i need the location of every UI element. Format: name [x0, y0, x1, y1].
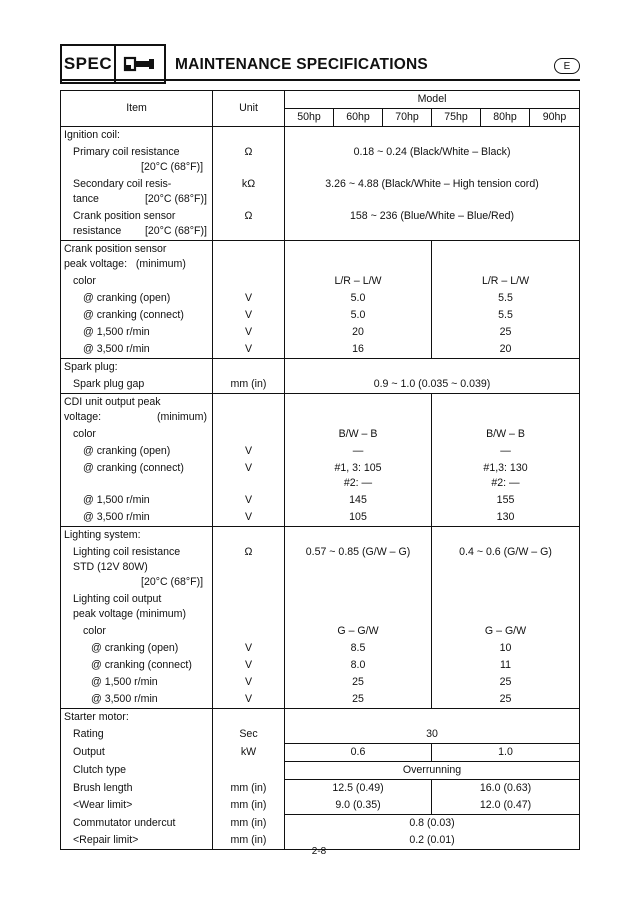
- cdi-connect-b1: #1,3: 130: [483, 462, 528, 474]
- cdi-connect-unit: V: [213, 460, 285, 492]
- primary-cond: [20°C (68°F)]: [141, 161, 204, 173]
- section-lighting: Lighting system:: [61, 527, 213, 545]
- table-row: [61, 623, 580, 640]
- starter-clutch-value: Overrunning: [285, 762, 580, 780]
- model-80hp: 80hp: [481, 109, 530, 127]
- starter-repair-unit: mm (in): [213, 832, 285, 850]
- lighting-row-b: 25: [432, 674, 580, 691]
- cdi-connect-b2: #2: —: [491, 477, 520, 489]
- lighting-row-a: 25: [285, 691, 432, 709]
- starter-rating-value: 30: [285, 726, 580, 744]
- table-row: [61, 815, 580, 833]
- cdi-open-a: —: [285, 443, 432, 460]
- starter-wear-label: <Wear limit>: [61, 797, 213, 815]
- cdi-1500-b: 155: [432, 492, 580, 509]
- secondary-cond: [20°C (68°F)]: [144, 193, 207, 205]
- spark-gap-value: 0.9 ~ 1.0 (0.035 ~ 0.039): [285, 376, 580, 394]
- starter-output-unit: kW: [213, 744, 285, 762]
- col-unit: Unit: [213, 91, 285, 127]
- lighting-row-label: @ 1,500 r/min: [61, 674, 213, 691]
- cps-row-a: 16: [285, 341, 432, 359]
- starter-wear-b: 12.0 (0.47): [432, 797, 580, 815]
- lighting-row-unit: V: [213, 640, 285, 657]
- starter-output-label: Output: [61, 744, 213, 762]
- cdi-connect-a1: #1, 3: 105: [334, 462, 382, 474]
- cps-color-label: color: [61, 273, 213, 290]
- table-row: [61, 176, 580, 208]
- primary-label: Primary coil resistance: [73, 146, 180, 158]
- cdi-3500-b: 130: [432, 509, 580, 527]
- cps-color-a: L/R – L/W: [285, 273, 432, 290]
- starter-wear-a: 9.0 (0.35): [285, 797, 432, 815]
- col-item: Item: [61, 91, 213, 127]
- table-row: [61, 509, 580, 527]
- cps-row-a: 5.0: [285, 290, 432, 307]
- cps-row-a: 5.0: [285, 307, 432, 324]
- table-row: [61, 640, 580, 657]
- table-row: [61, 460, 580, 492]
- table-row: [61, 492, 580, 509]
- cps-row-b: 5.5: [432, 307, 580, 324]
- spark-gap-unit: mm (in): [213, 376, 285, 394]
- table-row: [61, 341, 580, 359]
- table-row: [61, 797, 580, 815]
- cps-row-b: 5.5: [432, 290, 580, 307]
- lighting-row-b: 10: [432, 640, 580, 657]
- section-starter: Starter motor:: [61, 709, 213, 727]
- model-70hp: 70hp: [383, 109, 432, 127]
- table-row: [61, 780, 580, 798]
- table-row: [61, 726, 580, 744]
- cps-row-unit: V: [213, 341, 285, 359]
- cps-row-unit: V: [213, 290, 285, 307]
- secondary-label-cont: tance: [73, 193, 99, 205]
- cps-row-label: @ cranking (open): [61, 290, 213, 307]
- lighting-row-label: @ 3,500 r/min: [61, 691, 213, 709]
- crank-cond: [20°C (68°F)]: [144, 225, 207, 237]
- table-row: [61, 674, 580, 691]
- starter-comm-value: 0.8 (0.03): [285, 815, 580, 833]
- primary-unit: Ω: [213, 144, 285, 176]
- table-row: [61, 376, 580, 394]
- starter-brush-unit: mm (in): [213, 780, 285, 798]
- cps-row-b: 25: [432, 324, 580, 341]
- col-model: Model: [285, 91, 580, 109]
- cps-row-label: @ 1,500 r/min: [61, 324, 213, 341]
- table-row: [61, 426, 580, 443]
- starter-brush-a: 12.5 (0.49): [285, 780, 432, 798]
- lighting-res-unit: Ω: [213, 544, 285, 591]
- table-row: [61, 544, 580, 591]
- table-row: [61, 709, 580, 727]
- starter-comm-unit: mm (in): [213, 815, 285, 833]
- model-90hp: 90hp: [530, 109, 580, 127]
- model-75hp: 75hp: [432, 109, 481, 127]
- secondary-label: Secondary coil resis-: [73, 178, 172, 190]
- cps-color-b: L/R – L/W: [432, 273, 580, 290]
- lighting-row-b: 11: [432, 657, 580, 674]
- cdi-color-b: B/W – B: [432, 426, 580, 443]
- section-ignition: Ignition coil:: [61, 127, 213, 145]
- lighting-res-sub: STD (12V 80W): [73, 561, 148, 573]
- starter-rating-unit: Sec: [213, 726, 285, 744]
- lighting-row-a: 25: [285, 674, 432, 691]
- table-row: [61, 657, 580, 674]
- lighting-row-label: @ cranking (open): [61, 640, 213, 657]
- model-50hp: 50hp: [285, 109, 334, 127]
- starter-brush-b: 16.0 (0.63): [432, 780, 580, 798]
- cdi-open-b: —: [432, 443, 580, 460]
- cdi-min: (minimum): [156, 411, 207, 423]
- lighting-out-label2: peak voltage (minimum): [73, 608, 187, 620]
- starter-rating-label: Rating: [61, 726, 213, 744]
- table-row: [61, 762, 580, 780]
- starter-brush-label: Brush length: [61, 780, 213, 798]
- primary-value: 0.18 ~ 0.24 (Black/White – Black): [285, 144, 580, 176]
- starter-output-a: 0.6: [285, 744, 432, 762]
- starter-repair-label: <Repair limit>: [61, 832, 213, 850]
- cps-min: (minimum): [135, 258, 186, 270]
- cps-row-a: 20: [285, 324, 432, 341]
- table-row: [61, 127, 580, 145]
- spec-badge: [60, 44, 166, 84]
- cps-title2: peak voltage:: [64, 258, 128, 270]
- wrench-gauge-icon: [116, 46, 164, 82]
- header-rule: [60, 79, 580, 81]
- section-spark: Spark plug:: [61, 359, 213, 377]
- cdi-color-label: color: [61, 426, 213, 443]
- cps-row-label: @ cranking (connect): [61, 307, 213, 324]
- table-row: [61, 443, 580, 460]
- language-badge: E: [554, 58, 580, 74]
- cdi-open-label: @ cranking (open): [61, 443, 213, 460]
- starter-wear-unit: mm (in): [213, 797, 285, 815]
- lighting-row-unit: V: [213, 691, 285, 709]
- table-row: [61, 208, 580, 241]
- page-number: 2-8: [311, 846, 327, 857]
- table-row: [61, 241, 580, 274]
- secondary-value: 3.26 ~ 4.88 (Black/White – High tension cord): [285, 176, 580, 208]
- cps-row-unit: V: [213, 324, 285, 341]
- section-cdi: CDI unit output peak: [64, 396, 161, 408]
- cdi-1500-unit: V: [213, 492, 285, 509]
- lighting-color-a: G – G/W: [285, 623, 432, 640]
- lighting-row-label: @ cranking (connect): [61, 657, 213, 674]
- starter-comm-label: Commutator undercut: [61, 815, 213, 833]
- spec-label: SPEC: [62, 46, 116, 82]
- cdi-connect-label: @ cranking (connect): [61, 460, 213, 492]
- cdi-3500-a: 105: [285, 509, 432, 527]
- cps-row-label: @ 3,500 r/min: [61, 341, 213, 359]
- lighting-row-unit: V: [213, 674, 285, 691]
- lighting-out-label: Lighting coil output: [73, 593, 162, 605]
- lighting-res-b: 0.4 ~ 0.6 (G/W – G): [432, 544, 580, 591]
- table-row: [61, 273, 580, 290]
- table-row: [61, 527, 580, 545]
- lighting-row-a: 8.0: [285, 657, 432, 674]
- crank-label: Crank position sensor: [73, 210, 176, 222]
- table-row: [61, 744, 580, 762]
- table-row: [61, 394, 580, 427]
- lighting-row-unit: V: [213, 657, 285, 674]
- cdi-title2: voltage:: [64, 411, 102, 423]
- table-row: [61, 307, 580, 324]
- lighting-res-cond: [20°C (68°F)]: [141, 576, 204, 588]
- page-header: [60, 44, 580, 84]
- table-row: [61, 290, 580, 307]
- crank-value: 158 ~ 236 (Blue/White – Blue/Red): [285, 208, 580, 241]
- lighting-color-b: G – G/W: [432, 623, 580, 640]
- lighting-row-a: 8.5: [285, 640, 432, 657]
- crank-label-cont: resistance: [73, 225, 122, 237]
- cdi-1500-a: 145: [285, 492, 432, 509]
- lighting-color-label: color: [61, 623, 213, 640]
- cdi-connect-a2: #2: —: [343, 477, 373, 489]
- cps-row-unit: V: [213, 307, 285, 324]
- starter-repair-value: 0.2 (0.01): [285, 832, 580, 850]
- starter-clutch-label: Clutch type: [61, 762, 213, 780]
- cdi-color-a: B/W – B: [285, 426, 432, 443]
- table-row: [61, 324, 580, 341]
- table-row: [61, 591, 580, 623]
- page-title: MAINTENANCE SPECIFICATIONS: [175, 56, 428, 73]
- maintenance-spec-table: [60, 90, 580, 850]
- table-row: [61, 691, 580, 709]
- cdi-3500-unit: V: [213, 509, 285, 527]
- cdi-open-unit: V: [213, 443, 285, 460]
- crank-unit: Ω: [213, 208, 285, 241]
- table-row: [61, 359, 580, 377]
- spark-gap-label: Spark plug gap: [61, 376, 213, 394]
- model-60hp: 60hp: [334, 109, 383, 127]
- cdi-1500-label: @ 1,500 r/min: [61, 492, 213, 509]
- secondary-unit: kΩ: [213, 176, 285, 208]
- table-row: [61, 144, 580, 176]
- lighting-row-b: 25: [432, 691, 580, 709]
- lighting-res-a: 0.57 ~ 0.85 (G/W – G): [285, 544, 432, 591]
- cps-row-b: 20: [432, 341, 580, 359]
- starter-output-b: 1.0: [432, 744, 580, 762]
- cdi-3500-label: @ 3,500 r/min: [61, 509, 213, 527]
- section-cps: Crank position sensor: [64, 243, 167, 255]
- lighting-res-label: Lighting coil resistance: [73, 546, 181, 558]
